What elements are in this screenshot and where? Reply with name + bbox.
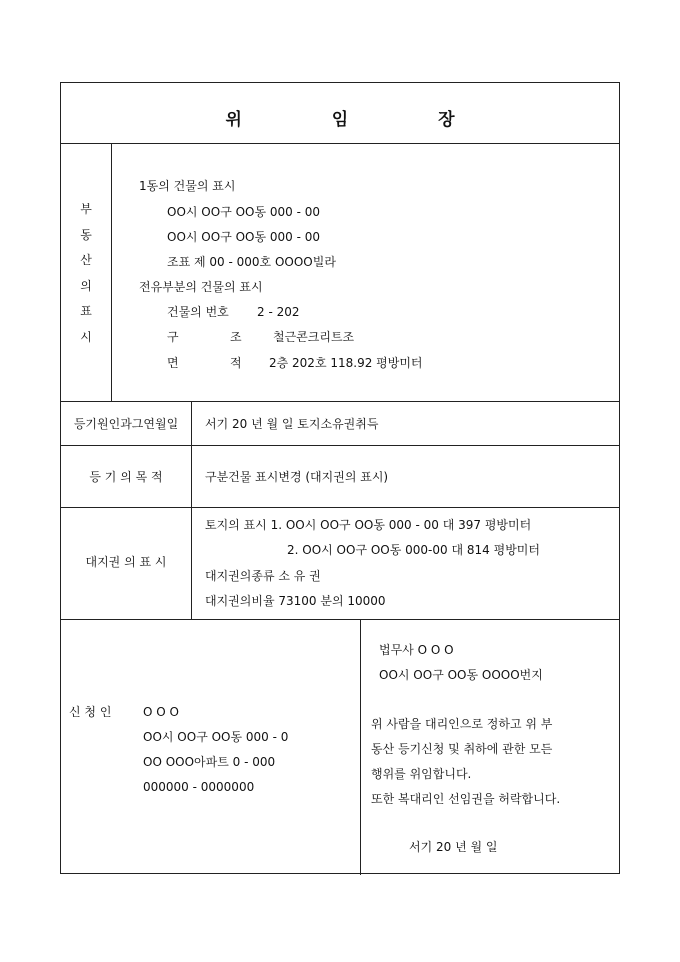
cause-value: 서기 20 년 월 일 토지소유권취득: [205, 417, 379, 431]
agent-address: OO시 OO구 OO동 OOOO번지: [379, 668, 543, 682]
land-right-ratio: 대지권의비율 73100 분의 10000: [205, 594, 386, 608]
document-title: 위 임 장: [225, 110, 497, 130]
applicant-apartment: OO OOO아파트 0 - 000: [143, 755, 276, 769]
rule-below-purpose: [61, 507, 619, 508]
agent-date-line: 서기 20 년 월 일: [409, 840, 498, 854]
purpose-value: 구분건물 표시변경 (대지권의 표시): [205, 470, 389, 484]
building-address-2: OO시 OO구 OO동 000 - 00: [167, 230, 321, 244]
purpose-label: 등 기 의 목 적: [89, 470, 163, 484]
structure-value: 철근콘크리트조: [273, 330, 355, 344]
area-value: 2층 202호 118.92 평방미터: [269, 356, 423, 370]
land-line-1: 토지의 표시 1. OO시 OO구 OO동 000 - 00 대 397 평방미터: [205, 518, 532, 532]
delegation-text-1: 위 사람을 대리인으로 정하고 위 부: [371, 717, 553, 731]
building-header: 1동의 건물의 표시: [139, 179, 236, 193]
applicant-agent-divider: [360, 619, 361, 875]
rule-below-property: [61, 401, 619, 402]
property-side-label: 부 동 산 의 표 시: [80, 202, 92, 344]
agent-name-line: 법무사 O O O: [379, 643, 454, 657]
applicant-address: OO시 OO구 OO동 000 - 0: [143, 730, 289, 744]
building-line: 조표 제 00 - 000호 OOOO빌라: [167, 255, 336, 269]
delegation-text-4: 또한 복대리인 선임권을 허락합니다.: [371, 792, 561, 806]
applicant-label: 신 청 인: [69, 705, 112, 719]
area-label-a: 면: [167, 356, 179, 370]
number-label: 건물의 번호: [167, 305, 229, 319]
structure-label-b: 조: [230, 330, 242, 344]
applicant-id-number: 000000 - 0000000: [143, 780, 255, 794]
label-column-divider: [191, 401, 192, 619]
structure-label-a: 구: [167, 330, 179, 344]
exclusive-header: 전유부분의 건물의 표시: [139, 280, 263, 294]
land-right-type: 대지권의종류 소 유 권: [205, 569, 321, 583]
land-right-label: 대지권 의 표 시: [85, 555, 167, 569]
number-value: 2 - 202: [257, 305, 300, 319]
applicant-name: O O O: [143, 705, 179, 719]
building-address-1: OO시 OO구 OO동 000 - 00: [167, 205, 321, 219]
cause-label: 등기원인과그연월일: [73, 417, 179, 431]
power-of-attorney-form: [60, 82, 620, 874]
property-label-divider: [111, 143, 112, 401]
area-label-b: 적: [230, 356, 242, 370]
land-line-2: 2. OO시 OO구 OO동 000-00 대 814 평방미터: [287, 543, 540, 557]
rule-below-cause: [61, 445, 619, 446]
delegation-text-3: 행위를 위임합니다.: [371, 767, 472, 781]
delegation-text-2: 동산 등기신청 및 취하에 관한 모든: [371, 742, 553, 756]
rule-below-title: [61, 143, 619, 144]
rule-below-land-right: [61, 619, 619, 620]
